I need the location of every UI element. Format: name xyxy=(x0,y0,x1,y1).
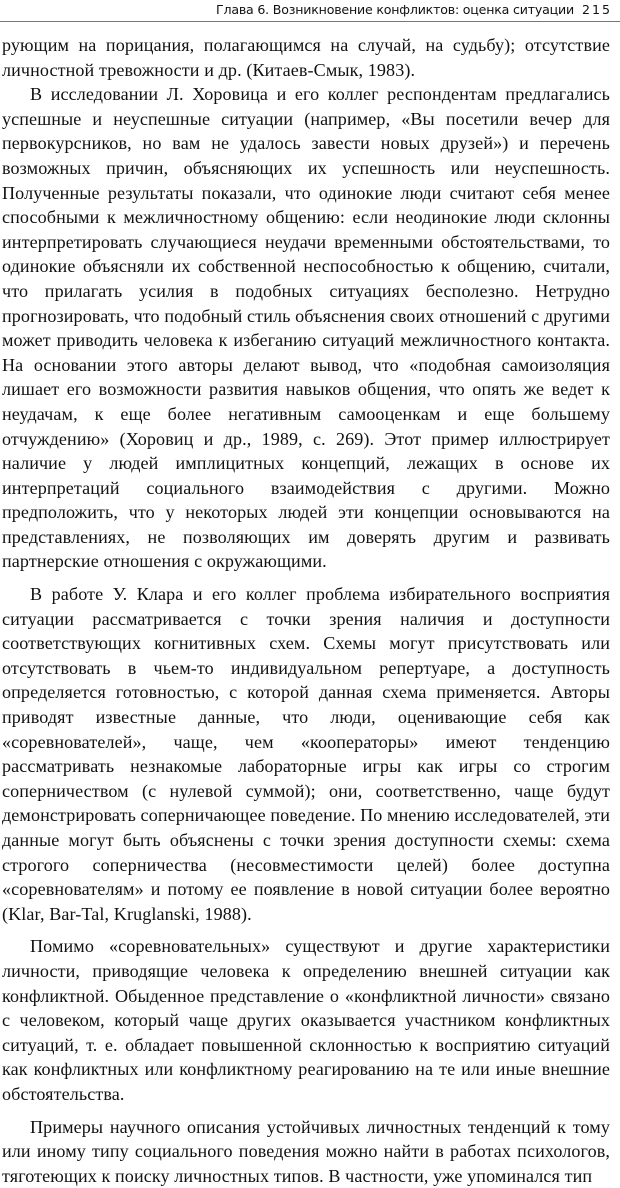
page-number: 215 xyxy=(581,2,612,17)
paragraph-conflict-personality: Помимо «соревновательных» существуют и другие характеристики личности, приводящие человека к определению внешней ситуации как конфликтной. Обыденное представление о «конфликтной личности» связано с человеком, который чаще других оказывается участником конфликтных ситуаций, т. е. обладает повышенной склонностью к восприятию ситуаций как конфликтных или конфликтному реагированию на те или иные внешние обстоятельства. xyxy=(2,936,610,1104)
body-text xyxy=(2,33,610,1188)
paragraph-continuation: рующим на порицания, полагающимся на случай, на судьбу); отсутствие личностной тревожности и др. (Китаев-Смык, 1983). xyxy=(2,35,610,80)
chapter-title: Глава 6. Возникновение конфликтов: оценка ситуации xyxy=(215,2,574,17)
paragraph-klar-study: В работе У. Клара и его коллег проблема избирательного восприятия ситуации рассматривается с точки зрения наличия и доступности соответствующих когнитивных схем. Схемы могут присутствовать или отсутствовать в чьем-то индивидуальном репертуаре, а доступность определяется готовностью, с которой данная схема применяется. Авторы приводят известные данные, что люди, оценивающие себя как «соревнователей», чаще, чем «кооператоры» имеют тенденцию рассматривать незнакомые лабораторные игры как игры со строгим соперничеством (с нулевой суммой); они, соответственно, чаще будут демонстрировать соперничающее поведение. По мнению исследователей, эти данные могут быть объяснены с точки зрения доступности схемы: схема строгого соперничества (несовместимости целей) более доступна «соревнователям» и потому ее появление в новой ситуации более вероятно (Klar, Bar-Tal, Kruglanski, 1988). xyxy=(2,584,610,924)
running-header xyxy=(150,2,612,22)
header-divider xyxy=(0,21,620,22)
paragraph-personality-types: Примеры научного описания устойчивых личностных тенденций к тому или иному типу социального поведения можно найти в работах психологов, тяготеющих к поиску личностных типов. В частности, уже упоминался тип xyxy=(2,1116,610,1186)
paragraph-horowitz-study: В исследовании Л. Хоровица и его коллег респондентам предлагались успешные и неуспешные ситуации (например, «Вы посетили вечер для первокурсников, но вам не удалось завести новых друзей») и перечень возможных причин, объясняющих их успешность или неуспешность. Полученные результаты показали, что одинокие люди считают себя менее способными к межличностному общению: если неодинокие люди склонны интерпретировать случающиеся неудачи временными обстоятельствами, то одинокие объясняли их собственной неспособностью к общению, считали, что прилагать усилия в подобных ситуациях бесполезно. Нетрудно прогнозировать, что подобный стиль объяснения своих отношений с другими может приводить человека к избеганию ситуаций межличностного контакта. На основании этого авторы делают вывод, что «подобная самоизоляция лишает его возможности развития навыков общения, что опять же ведет к неудачам, к еще более негативным самооценкам и еще большему отчуждению» (Хоровиц и др., 1989, с. 269). Этот пример иллюстрирует наличие у людей имплицитных концепций, лежащих в основе их интерпретаций социального взаимодействия с другими. Можно предположить, что у некоторых людей эти концепции основываются на представлениях, не позволяющих им доверять другим и развивать партнерские отношения с окружающими. xyxy=(2,84,610,572)
